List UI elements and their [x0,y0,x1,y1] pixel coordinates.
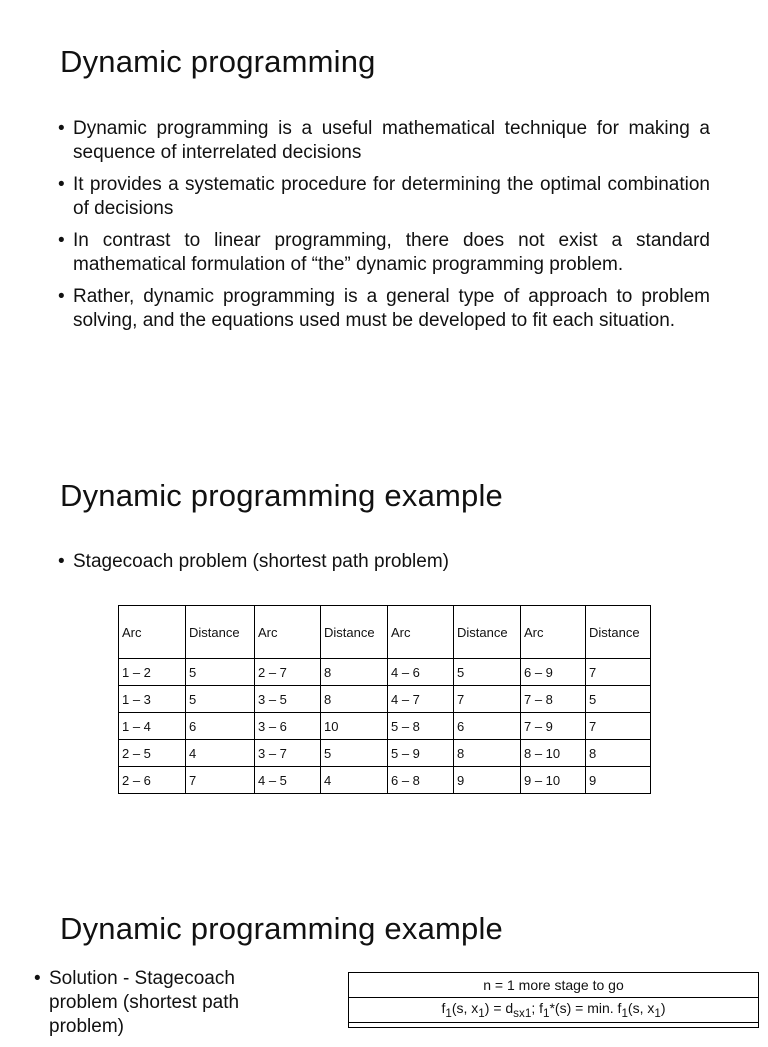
column-header: Distance [586,606,651,659]
table-cell: 7 [186,767,255,794]
recurrence-formula-cell [349,998,759,1023]
table-cell: 8 [454,740,521,767]
slide-2-bullet: • Stagecoach problem (shortest path problem) [58,550,710,574]
table-cell: 1 – 4 [119,713,186,740]
table-cell: 9 – 10 [521,767,586,794]
table-cell: 7 – 8 [521,686,586,713]
table-row [349,973,759,998]
slide-1-bullet: • Rather, dynamic programming is a general type of approach to problem solving, and the equations used must be developed to fit each situation. [58,285,710,333]
formula-subscript: 1 [621,1006,628,1020]
slide-2-bullet-list [58,550,710,582]
formula-subscript: 1 [542,1006,550,1020]
table-cell: 2 – 5 [119,740,186,767]
table-cell: 10 [321,713,388,740]
table-cell: 3 – 7 [255,740,321,767]
table-row [349,998,759,1023]
table-cell: 5 [186,686,255,713]
table-cell: 4 [321,767,388,794]
table-cell: 4 – 7 [388,686,454,713]
table-cell: 5 [321,740,388,767]
stage-header-cell: n = 1 more stage to go [349,973,759,998]
table-cell: 6 – 9 [521,659,586,686]
table-cell: 5 [586,686,651,713]
table-cell: 3 – 5 [255,686,321,713]
table-cell: 8 [321,659,388,686]
table-cell: 8 [586,740,651,767]
column-header: Arc [521,606,586,659]
table-row [119,659,651,686]
table-cell: 8 – 10 [521,740,586,767]
table-cell: 7 – 9 [521,713,586,740]
slide-1-bullet: • Dynamic programming is a useful mathematical technique for making a sequence of interrelated decisions [58,117,710,165]
table-cell: 1 – 2 [119,659,186,686]
slide-3-bullet: • Solution - Stagecoach problem (shortest path problem) [34,967,284,1039]
formula-subscript: sx1 [513,1006,532,1020]
formula-subscript: 1 [654,1006,661,1020]
table-header-row [119,606,651,659]
slide-2-title: Dynamic programming example [60,478,504,513]
column-header: Arc [119,606,186,659]
distance-table [118,605,651,794]
formula-subscript: 1 [478,1006,485,1020]
table-cell: 6 [186,713,255,740]
table-cell: 1 – 3 [119,686,186,713]
table-cell: 2 – 7 [255,659,321,686]
formula-text: f [441,1000,446,1017]
formula-text: ) [660,1000,666,1017]
table-cell [349,1023,759,1028]
solution-table [348,972,759,1028]
table-row [119,767,651,794]
formula-text: (s, x [627,1000,655,1017]
table-cell: 9 [454,767,521,794]
table-cell: 5 – 8 [388,713,454,740]
formula-text: ) = d [484,1000,514,1017]
table-row [349,1023,759,1028]
table-cell: 4 – 6 [388,659,454,686]
slide-1-title: Dynamic programming [60,44,376,79]
table-cell: 5 [454,659,521,686]
slide-1-bullet: • It provides a systematic procedure for determining the optimal combination of decisions [58,173,710,221]
table-cell: 3 – 6 [255,713,321,740]
slide-1-bullet: • In contrast to linear programming, there does not exist a standard mathematical formulation of “the” dynamic programming problem. [58,229,710,277]
table-row [119,713,651,740]
column-header: Distance [186,606,255,659]
slide-1-bullet-list [58,117,710,341]
column-header: Arc [255,606,321,659]
table-cell: 6 – 8 [388,767,454,794]
table-cell: 9 [586,767,651,794]
table-cell: 7 [586,713,651,740]
formula-text: (s, x [451,1000,479,1017]
formula-text: ; f [531,1000,543,1017]
formula-subscript: 1 [445,1006,452,1020]
table-cell: 6 [454,713,521,740]
column-header: Arc [388,606,454,659]
table-cell: 4 [186,740,255,767]
column-header: Distance [454,606,521,659]
table-row [119,740,651,767]
table-cell: 7 [586,659,651,686]
formula-text: *(s) = min. f [549,1000,622,1017]
table-cell: 5 [186,659,255,686]
table-cell: 8 [321,686,388,713]
table-cell: 2 – 6 [119,767,186,794]
slide-3-bullet-list [34,967,284,1047]
slide-3-title: Dynamic programming example [60,911,504,946]
column-header: Distance [321,606,388,659]
table-cell: 5 – 9 [388,740,454,767]
table-row [119,686,651,713]
table-cell: 4 – 5 [255,767,321,794]
table-cell: 7 [454,686,521,713]
